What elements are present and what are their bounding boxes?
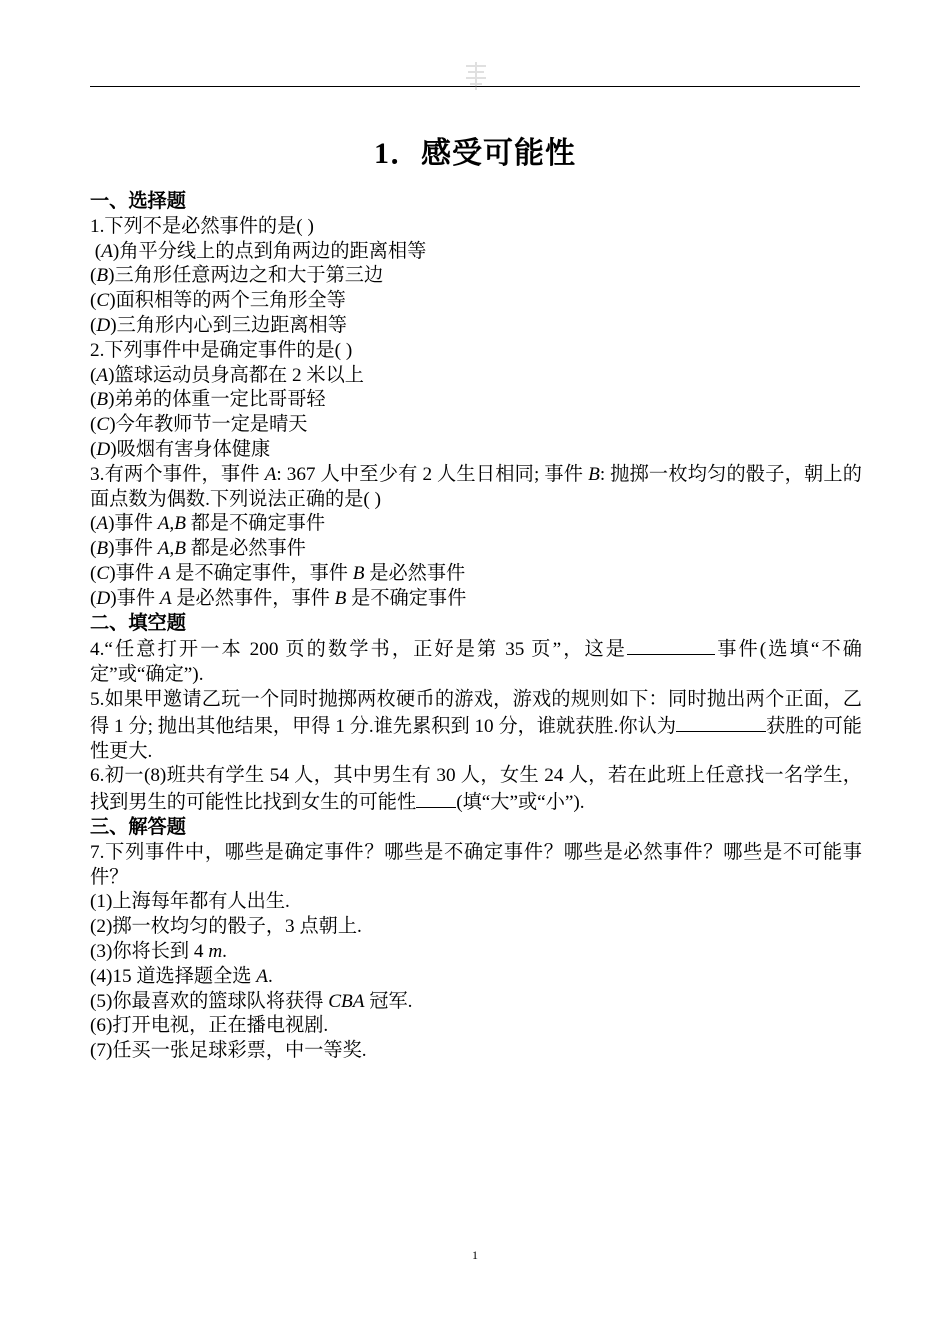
question-2-option-a: (A)篮球运动员身高都在 2 米以上 bbox=[90, 364, 364, 386]
question-3-stem: 3.有两个事件，事件 A: 367 人中至少有 2 人生日相同; 事件 B: 抛掷一枚均匀的骰子，朝上的面点数为偶数.下列说法正确的是( ) bbox=[90, 463, 862, 510]
question-1-option-c: (C)面积相等的两个三角形全等 bbox=[90, 290, 346, 312]
question-1-option-d: (D)三角形内心到三边距离相等 bbox=[90, 314, 347, 336]
question-1-option-a: (A)角平分线上的点到角两边的距离相等 bbox=[90, 240, 427, 262]
question-1-stem: 1.下列不是必然事件的是( ) bbox=[90, 215, 314, 237]
question-7-item-1: (1)上海每年都有人出生. bbox=[90, 891, 290, 913]
question-6: 6.初一(8)班共有学生 54 人，其中男生有 30 人，女生 24 人，若在此班上任意找一名学生，找到男生的可能性比找到女生的可能性 (填“大”或“小”). bbox=[90, 765, 862, 814]
question-7-item-5: (5)你最喜欢的篮球队将获得 CBA 冠军. bbox=[90, 990, 413, 1012]
question-4: 4.“任意打开一本 200 页的数学书，正好是第 35 页”，这是 事件(选填“不确定”或“确定”). bbox=[90, 636, 862, 688]
question-3-option-b: (B)事件 A,B 都是必然事件 bbox=[90, 538, 306, 560]
answer-blank bbox=[416, 789, 456, 808]
question-7-item-2: (2)掷一枚均匀的骰子，3 点朝上. bbox=[90, 916, 362, 938]
answer-blank bbox=[627, 636, 715, 655]
question-2-stem: 2.下列事件中是确定事件的是( ) bbox=[90, 339, 353, 361]
question-7-item-3: (3)你将长到 4 m. bbox=[90, 940, 227, 962]
document-body bbox=[90, 190, 862, 1064]
page-number: 1 bbox=[472, 1248, 478, 1262]
question-7-item-7: (7)任买一张足球彩票，中一等奖. bbox=[90, 1040, 367, 1062]
question-7-item-6: (6)打开电视，正在播电视剧. bbox=[90, 1015, 329, 1037]
question-2-option-d: (D)吸烟有害身体健康 bbox=[90, 438, 271, 460]
section-heading-fill: 二、填空题 bbox=[90, 612, 186, 634]
question-3-option-d: (D)事件 A 是必然事件，事件 B 是不确定事件 bbox=[90, 587, 467, 609]
watermark-logo-icon bbox=[462, 58, 490, 94]
question-7-item-4: (4)15 道选择题全选 A. bbox=[90, 965, 273, 987]
question-5: 5.如果甲邀请乙玩一个同时抛掷两枚硬币的游戏，游戏的规则如下：同时抛出两个正面，乙得 1 分; 抛出其他结果，甲得 1 分.谁先累积到 10 分，谁就获胜.你认为 获胜的可能性更大. bbox=[90, 688, 862, 762]
answer-blank bbox=[676, 713, 766, 732]
question-7-stem: 7.下列事件中，哪些是确定事件？哪些是不确定事件？哪些是必然事件？哪些是不可能事件？ bbox=[90, 841, 862, 888]
question-3-option-a: (A)事件 A,B 都是不确定事件 bbox=[90, 513, 326, 535]
page-title: 1．感受可能性 bbox=[374, 137, 576, 170]
question-3-option-c: (C)事件 A 是不确定事件，事件 B 是必然事件 bbox=[90, 562, 466, 584]
question-2-option-c: (C)今年教师节一定是晴天 bbox=[90, 414, 308, 436]
section-heading-answer: 三、解答题 bbox=[90, 816, 186, 838]
question-1-option-b: (B)三角形任意两边之和大于第三边 bbox=[90, 265, 384, 287]
question-2-option-b: (B)弟弟的体重一定比哥哥轻 bbox=[90, 389, 326, 411]
section-heading-choice: 一、选择题 bbox=[90, 191, 186, 212]
